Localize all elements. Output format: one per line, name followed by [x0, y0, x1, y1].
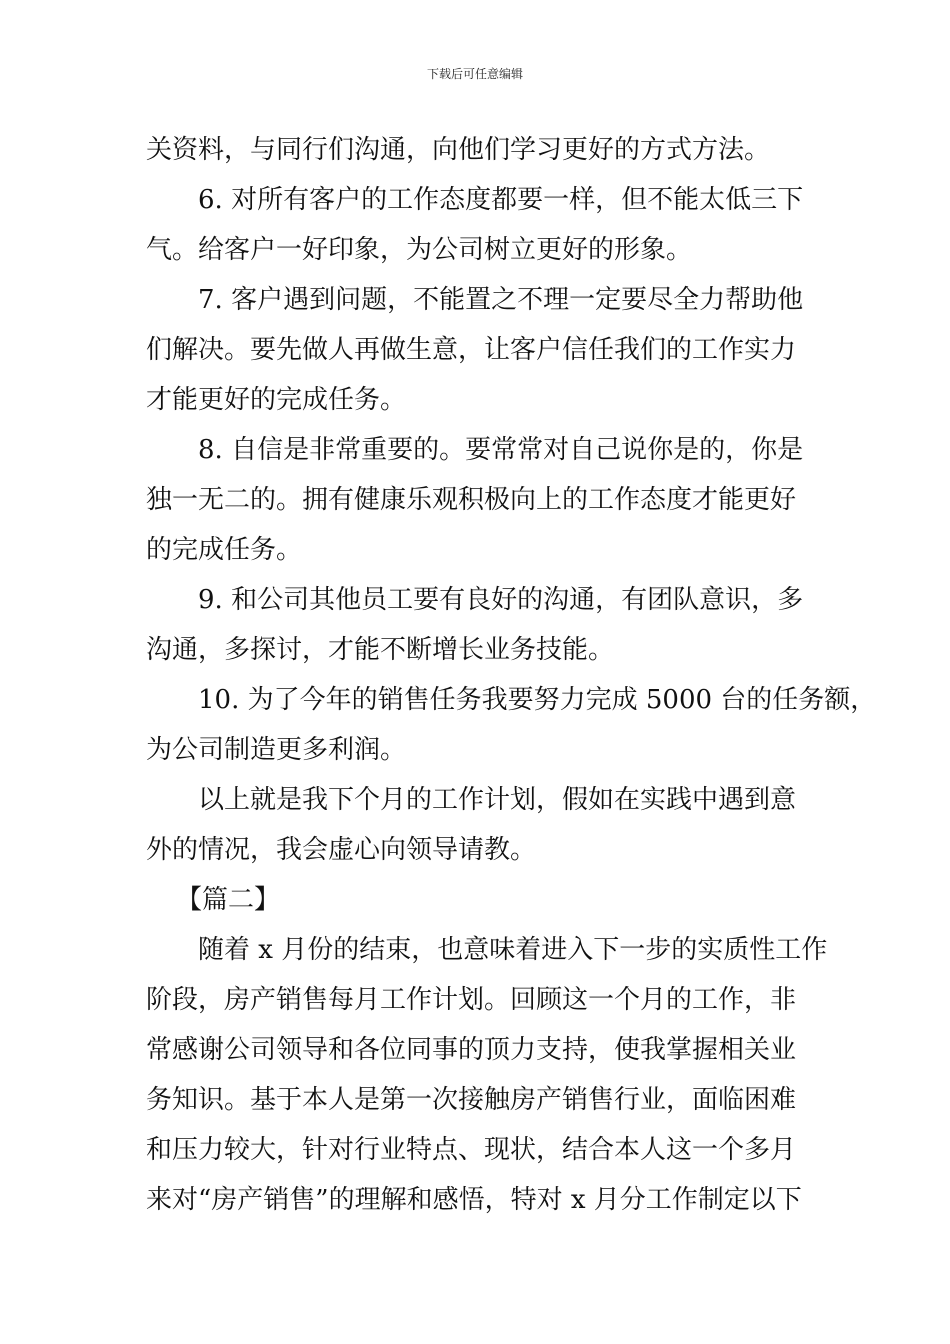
- text-line: 沟通，多探讨，才能不断增长业务技能。: [146, 635, 615, 665]
- text-line: 独一无二的。拥有健康乐观积极向上的工作态度才能更好: [146, 485, 797, 515]
- page-header: 下载后可任意编辑: [426, 67, 523, 81]
- section-heading: 【篇二】: [176, 885, 281, 915]
- text-line: 阶段，房产销售每月工作计划。回顾这一个月的工作，非: [146, 985, 797, 1015]
- text-line: 为公司制造更多利润。: [146, 735, 407, 765]
- text-line: 才能更好的完成任务。: [146, 385, 407, 415]
- text-line: 9. 和公司其他员工要有良好的沟通，有团队意识，多: [198, 585, 804, 615]
- text-line: 的完成任务。: [146, 535, 303, 565]
- text-line: 7. 客户遇到问题，不能置之不理一定要尽全力帮助他: [198, 285, 804, 315]
- text-line: 和压力较大，针对行业特点、现状，结合本人这一个多月: [146, 1135, 797, 1165]
- text-line: 8. 自信是非常重要的。要常常对自己说你是的，你是: [198, 435, 804, 465]
- text-line: 务知识。基于本人是第一次接触房产销售行业，面临困难: [146, 1085, 797, 1115]
- text-line: 气。给客户一好印象，为公司树立更好的形象。: [146, 235, 693, 265]
- text-line: 关资料，与同行们沟通，向他们学习更好的方式方法。: [146, 135, 771, 165]
- text-line: 以上就是我下个月的工作计划，假如在实践中遇到意: [198, 785, 797, 815]
- text-line: 常感谢公司领导和各位同事的顶力支持，使我掌握相关业: [146, 1035, 797, 1065]
- text-line: 们解决。要先做人再做生意，让客户信任我们的工作实力: [146, 335, 797, 365]
- text-line: 10. 为了今年的销售任务我要努力完成 5000 台的任务额，: [198, 685, 877, 715]
- text-line: 来对“房产销售”的理解和感悟，特对 x 月分工作制定以下: [146, 1185, 802, 1215]
- text-line: 随着 x 月份的结束，也意味着进入下一步的实质性工作: [198, 935, 828, 965]
- text-line: 外的情况，我会虚心向领导请教。: [146, 835, 537, 865]
- document-body: [146, 125, 877, 1225]
- text-line: 6. 对所有客户的工作态度都要一样，但不能太低三下: [198, 185, 804, 215]
